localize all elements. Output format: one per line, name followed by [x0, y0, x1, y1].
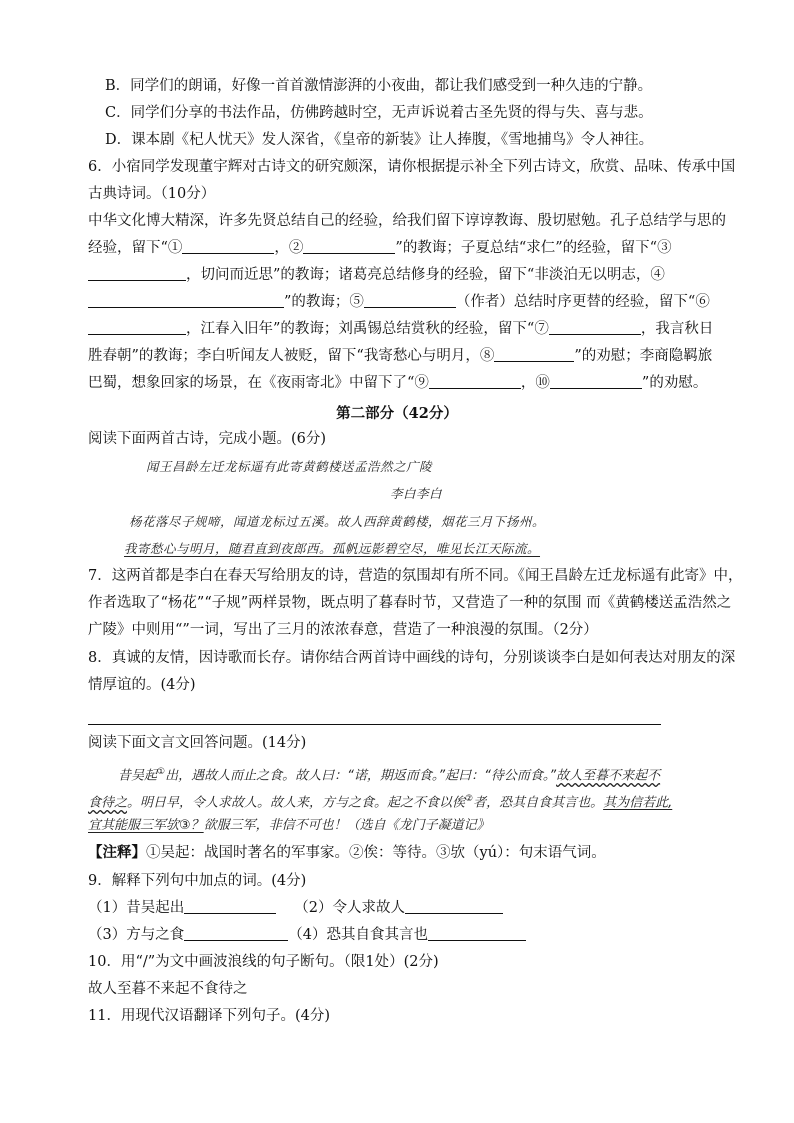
- notes: [88, 843, 606, 863]
- wavy-underlined-sentence: 食待之: [88, 795, 128, 811]
- footnote-mark: ②: [465, 794, 474, 804]
- classical-line2: [88, 789, 672, 813]
- q9-item-3: （3）方与之食: [88, 927, 185, 943]
- underlined-sentence: 其为信若此,: [603, 795, 673, 811]
- wavy-underlined-sentence: 故人至暮不来起不: [556, 768, 661, 784]
- q9-row1: [88, 898, 503, 918]
- blank-6[interactable]: [88, 319, 186, 335]
- poem-line1: 杨花落尽子规啼，闻道龙标过五溪。故人西辞黄鹤楼，烟花三月下扬州。: [129, 514, 546, 529]
- blank-10[interactable]: [550, 373, 642, 389]
- blank-5[interactable]: [364, 292, 456, 308]
- q10-sentence: 故人至暮不来起不食待之: [88, 981, 248, 997]
- blank-3[interactable]: [88, 265, 186, 281]
- q6-text: ”的劝慰。: [641, 375, 708, 391]
- q6-text: ”的教诲；⑤: [284, 294, 364, 310]
- q6-text: ”的劝慰；李商隐羁旅: [574, 348, 713, 364]
- q6-stem-line2: 古典诗词。（10分）: [88, 186, 216, 202]
- q9-row2: [88, 925, 526, 945]
- footnote-mark: ①: [157, 767, 166, 777]
- q9-blank-2[interactable]: [405, 898, 503, 914]
- q8-line2: 情厚谊的。(4分): [88, 677, 196, 693]
- blank-1[interactable]: [182, 238, 274, 254]
- q7-line2: 作者选取了“杨花”“子规”两样景物，既点明了暮春时节，又营造了一种的氛围 而《黄鹤楼送孟浩然之: [88, 595, 732, 611]
- underlined-sentence: 宜其能服三军欤③？: [88, 818, 204, 833]
- q10-stem: 10．用“/”为文中画波浪线的句子断句。（限1处）(2分): [88, 954, 439, 970]
- q6-stem-line1: 6．小宿同学发现董宇辉对古诗文的研究颇深，请你根据提示补全下列古诗文，欣赏、品味、传承中国: [88, 159, 736, 175]
- q6-text: ，江春入旧年”的教诲；刘禹锡总结赏秋的经验，留下“⑦: [186, 321, 549, 337]
- q5-option-b: B．同学们的朗诵，好像一首首激情澎湃的小夜曲，都让我们感受到一种久违的宁静。: [105, 78, 653, 94]
- q9-item-4: （4）恐其自食其言也: [288, 927, 428, 943]
- q6-text-line4: [88, 292, 710, 312]
- poem-title: 闻王昌龄左迁龙标遥有此寄黄鹤楼送孟浩然之广陵: [146, 459, 433, 474]
- classical-text: 故人曰：“诺，期返而食。”: [295, 768, 446, 784]
- q6-text-line1: 中华文化博大精深，许多先贤总结自己的经验，给我们留下谆谆教诲、殷切慰勉。孔子总结学与思的: [88, 213, 726, 229]
- q6-text-line6: [88, 346, 712, 366]
- q6-text: ，切问而近思”的教诲；诸葛亮总结修身的经验，留下“非淡泊无以明志，④: [186, 267, 665, 283]
- q6-text: 胜春朝”的教诲；李白听闻友人被贬，留下“我寄愁心与明月，⑧: [88, 348, 495, 364]
- q9-stem: 9．解释下列句中加点的词。(4分): [88, 873, 307, 889]
- blank-9[interactable]: [429, 373, 521, 389]
- poems-intro: 阅读下面两首古诗，完成小题。(6分): [88, 431, 327, 447]
- classical-text: 昔吴起: [118, 768, 158, 784]
- q11-stem: 11．用现代汉语翻译下列句子。(4分): [88, 1008, 330, 1024]
- q6-text-line3: [88, 265, 665, 285]
- q9-item-2: （2）令人求故人: [294, 900, 405, 916]
- q9-blank-4[interactable]: [428, 925, 526, 941]
- q8-line1: 8．真诚的友情，因诗歌而长存。请你结合两首诗中画线的诗句，分别谈谈李白是如何表达对朋友的深: [88, 650, 736, 666]
- blank-8[interactable]: [494, 346, 574, 362]
- notes-label: 【注释】: [88, 844, 146, 861]
- classical-line3: [88, 816, 490, 836]
- q6-text: 巴蜀，想象回家的场景，在《夜雨寄北》中留下了“⑨: [88, 375, 429, 391]
- q9-blank-3[interactable]: [184, 925, 288, 941]
- blank-7[interactable]: [549, 319, 641, 335]
- q6-text: 经验，留下“①: [88, 240, 183, 256]
- classical-text: 。明日早，令人求故人。故人来，方与之食。起之不食以俟: [127, 795, 466, 811]
- q6-text: ，我言秋日: [640, 321, 714, 337]
- q6-text-line2: [88, 238, 672, 258]
- poem-line2-underlined: 我寄愁心与明月，随君直到夜郎西。孤帆远影碧空尽，唯见长江天际流。: [124, 541, 541, 556]
- q6-text: ，⑩: [520, 375, 550, 391]
- blank-4[interactable]: [88, 292, 284, 308]
- q6-text: （作者）总结时序更替的经验，留下“⑥: [455, 294, 710, 310]
- q6-text-line5: [88, 319, 713, 339]
- q9-blank-1[interactable]: [184, 898, 276, 914]
- classical-text: 欲服三军，非信不可也！（选自《龙门子凝道记》: [203, 818, 490, 833]
- q9-item-1: （1）昔吴起出: [88, 900, 185, 916]
- classical-text: 者，恐其自食其言也。: [473, 795, 604, 811]
- part2-title: 第二部分（42分）: [336, 405, 458, 422]
- q7-line3: 广陵》中则用“”一词，写出了三月的浓浓春意，营造了一种浪漫的氛围。（2分）: [88, 622, 598, 638]
- q7-line1: 7．这两首都是李白在春天写给朋友的诗，营造的氛围却有所不同。《闻王昌龄左迁龙标遥有此寄》中，: [88, 568, 743, 584]
- q6-text-line7: [88, 373, 707, 393]
- poem-author: 李白李白: [390, 486, 443, 501]
- q6-text: ，②: [274, 240, 304, 256]
- classical-line1: [118, 762, 660, 786]
- classical-text: 出，遇故人而止之食。: [165, 768, 296, 784]
- classical-intro: 阅读下面文言文回答问题。(14分): [88, 735, 307, 751]
- q5-option-d: D．课本剧《杞人忧天》发人深省，《皇帝的新装》让人捧腹，《雪地捕鸟》令人神往。: [105, 132, 654, 148]
- answer-line[interactable]: [88, 724, 661, 725]
- classical-text: 起曰：“待公而食。”: [445, 768, 557, 784]
- notes-text: ①吴起：战国时著名的军事家。②俟：等待。③欤（yú）：句末语气词。: [146, 845, 606, 861]
- blank-2[interactable]: [303, 238, 395, 254]
- q5-option-c: C．同学们分享的书法作品，仿佛跨越时空，无声诉说着古圣先贤的得与失、喜与悲。: [105, 105, 653, 121]
- q6-text: ”的教诲；子夏总结“求仁”的经验，留下“③: [395, 240, 672, 256]
